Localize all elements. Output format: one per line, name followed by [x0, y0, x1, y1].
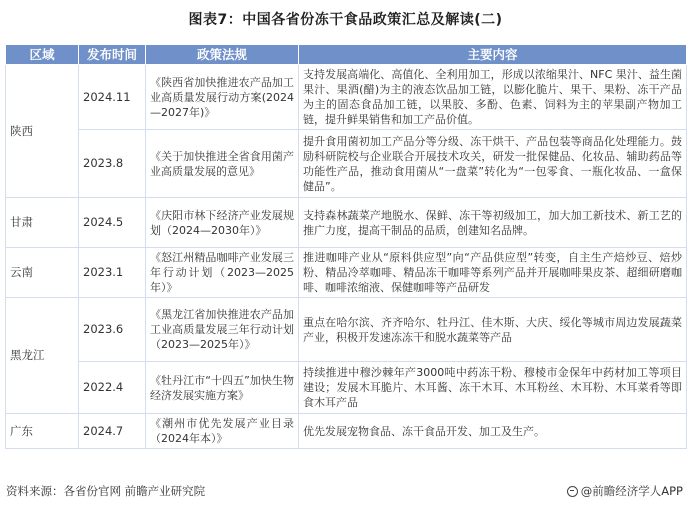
- policy-cell: 《牡丹江市“十四五”加快生物经济发展实施方案》: [146, 362, 299, 414]
- table-row: [6, 414, 687, 449]
- brand-text: @前瞻经济学人APP: [580, 484, 683, 498]
- table-row: [6, 65, 687, 130]
- table-row: [6, 130, 687, 198]
- region-cell: 广东: [6, 414, 79, 449]
- table-row: [6, 198, 687, 248]
- date-cell: 2023.1: [79, 248, 146, 298]
- date-cell: 2024.7: [79, 414, 146, 449]
- brand-logo-icon: [567, 486, 578, 497]
- table-row: [6, 298, 687, 362]
- brand-credit: [567, 483, 683, 499]
- date-cell: 2024.11: [79, 65, 146, 130]
- date-cell: 2022.4: [79, 362, 146, 414]
- policy-cell: 《陕西省加快推进农产品加工业高质量发展行动方案(2024—2027年)》: [146, 65, 299, 130]
- table-row: [6, 248, 687, 298]
- source-note: 资料来源：各省份官网 前瞻产业研究院: [6, 484, 206, 498]
- policy-cell: 《潮州市优先发展产业目录（2024年本）》: [146, 414, 299, 449]
- policy-cell: 《关于加快推进全省食用菌产业高质量发展的意见》: [146, 130, 299, 198]
- date-cell: 2023.6: [79, 298, 146, 362]
- date-cell: 2023.8: [79, 130, 146, 198]
- header-content: 主要内容: [299, 45, 687, 65]
- region-cell: 陕西: [6, 65, 79, 198]
- policy-cell: 《庆阳市林下经济产业发展规划（2024—2030年）》: [146, 198, 299, 248]
- content-cell: 支持发展高端化、高值化、全利用加工，形成以浓缩果汁、NFC 果汁、益生菌果汁、果酒(醋)为主的液态饮品加工链，以膨化脆片、果干、果粉、冻干产品为主的固态食品加工链，以果胶、多酚、色素、饲料为主的苹果副产物加工链，提升鲜果销售和加工产品价值。: [299, 65, 687, 130]
- table-header-row: [6, 45, 687, 65]
- header-date: 发布时间: [79, 45, 146, 65]
- policy-cell: 《怒江州精品咖啡产业发展三年行动计划（2023—2025年）》: [146, 248, 299, 298]
- table-row: [6, 362, 687, 414]
- content-cell: 重点在哈尔滨、齐齐哈尔、牡丹江、佳木斯、大庆、绥化等城市周边发展蔬菜产业，积极开发速冻冻干和脱水蔬菜等产品: [299, 298, 687, 362]
- content-cell: 优先发展宠物食品、冻干食品开发、加工及生产。: [299, 414, 687, 449]
- content-cell: 提升食用菌初加工产品分等分级、冻干烘干、产品包装等商品化处理能力。鼓励科研院校与企业联合开展技术攻关，研发一批保健品、化妆品、辅助药品等功能性产品，推动食用菌从“一盘菜”转化为“一包零食、一瓶化妆品、一盒保健品”。: [299, 130, 687, 198]
- region-cell: 黑龙江: [6, 298, 79, 414]
- region-cell: 甘肃: [6, 198, 79, 248]
- header-policy: 政策法规: [146, 45, 299, 65]
- header-region: 区域: [6, 45, 79, 65]
- chart-title: 图表7：中国各省份冻干食品政策汇总及解读(二): [188, 12, 503, 28]
- policy-cell: 《黑龙江省加快推进农产品加工业高质量发展三年行动计划（2023—2025年）》: [146, 298, 299, 362]
- content-cell: 支持森林蔬菜产地脱水、保鲜、冻干等初级加工，加大加工新技术、新工艺的推广力度，提高干制品的品质，创建知名品牌。: [299, 198, 687, 248]
- policy-table: [5, 44, 687, 449]
- date-cell: 2024.5: [79, 198, 146, 248]
- region-cell: 云南: [6, 248, 79, 298]
- content-cell: 持续推进中穆沙棘年产3000吨中药冻干粉、穆棱市金保年中药材加工等项目建设；发展木耳脆片、木耳酱、冻干木耳、木耳粉丝、木耳粉、木耳菜肴等即食木耳产品: [299, 362, 687, 414]
- content-cell: 推进咖啡产业从“原料供应型”向“产品供应型”转变，自主生产焙炒豆、焙炒粉、精品冷萃咖啡、精品冻干咖啡等系列产品并开展咖啡果皮茶、超细研磨咖啡、咖啡浓缩液、保健咖啡等产品研发: [299, 248, 687, 298]
